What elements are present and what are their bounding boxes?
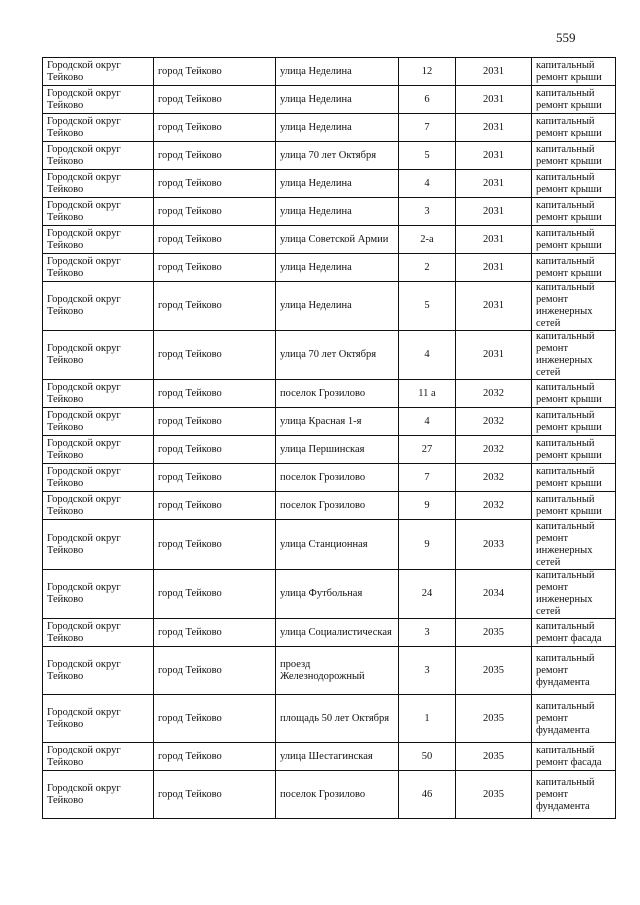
table-row	[43, 170, 616, 198]
house-number-cell: 24	[399, 570, 456, 619]
table-body	[43, 58, 616, 819]
table-row	[43, 331, 616, 380]
city-cell: город Тейково	[154, 58, 276, 86]
year-cell: 2031	[456, 282, 532, 331]
city-cell: город Тейково	[154, 743, 276, 771]
year-cell: 2032	[456, 492, 532, 520]
year-cell: 2035	[456, 743, 532, 771]
street-cell: проезд Железнодорожный	[276, 647, 399, 695]
year-cell: 2035	[456, 771, 532, 819]
district-cell: Городской округ Тейково	[43, 492, 154, 520]
year-cell: 2031	[456, 58, 532, 86]
district-cell: Городской округ Тейково	[43, 436, 154, 464]
year-cell: 2035	[456, 695, 532, 743]
work-type-cell: капитальный ремонт инженерных сетей	[532, 282, 616, 331]
house-number-cell: 6	[399, 86, 456, 114]
city-cell: город Тейково	[154, 198, 276, 226]
house-number-cell: 5	[399, 282, 456, 331]
street-cell: улица Социалистическая	[276, 619, 399, 647]
year-cell: 2035	[456, 619, 532, 647]
house-number-cell: 1	[399, 695, 456, 743]
city-cell: город Тейково	[154, 114, 276, 142]
table-row	[43, 58, 616, 86]
district-cell: Городской округ Тейково	[43, 86, 154, 114]
street-cell: поселок Грозилово	[276, 771, 399, 819]
year-cell: 2031	[456, 331, 532, 380]
city-cell: город Тейково	[154, 408, 276, 436]
work-type-cell: капитальный ремонт фундамента	[532, 647, 616, 695]
district-cell: Городской округ Тейково	[43, 170, 154, 198]
city-cell: город Тейково	[154, 142, 276, 170]
city-cell: город Тейково	[154, 436, 276, 464]
table-row	[43, 743, 616, 771]
table-row	[43, 254, 616, 282]
house-number-cell: 9	[399, 492, 456, 520]
city-cell: город Тейково	[154, 647, 276, 695]
work-type-cell: капитальный ремонт крыши	[532, 436, 616, 464]
street-cell: улица Неделина	[276, 86, 399, 114]
city-cell: город Тейково	[154, 226, 276, 254]
house-number-cell: 12	[399, 58, 456, 86]
city-cell: город Тейково	[154, 331, 276, 380]
house-number-cell: 9	[399, 520, 456, 570]
house-number-cell: 4	[399, 331, 456, 380]
work-type-cell: капитальный ремонт крыши	[532, 226, 616, 254]
year-cell: 2032	[456, 464, 532, 492]
work-type-cell: капитальный ремонт крыши	[532, 142, 616, 170]
repair-schedule-table	[42, 57, 616, 819]
table-row	[43, 570, 616, 619]
district-cell: Городской округ Тейково	[43, 58, 154, 86]
city-cell: город Тейково	[154, 464, 276, 492]
table-row	[43, 114, 616, 142]
city-cell: город Тейково	[154, 492, 276, 520]
work-type-cell: капитальный ремонт инженерных сетей	[532, 331, 616, 380]
work-type-cell: капитальный ремонт крыши	[532, 58, 616, 86]
street-cell: улица Неделина	[276, 254, 399, 282]
street-cell: улица Футбольная	[276, 570, 399, 619]
district-cell: Городской округ Тейково	[43, 114, 154, 142]
work-type-cell: капитальный ремонт инженерных сетей	[532, 520, 616, 570]
district-cell: Городской округ Тейково	[43, 771, 154, 819]
table-row	[43, 282, 616, 331]
street-cell: улица 70 лет Октября	[276, 331, 399, 380]
street-cell: улица Неделина	[276, 282, 399, 331]
street-cell: поселок Грозилово	[276, 492, 399, 520]
street-cell: улица Советской Армии	[276, 226, 399, 254]
table-row	[43, 771, 616, 819]
work-type-cell: капитальный ремонт крыши	[532, 114, 616, 142]
year-cell: 2031	[456, 86, 532, 114]
city-cell: город Тейково	[154, 86, 276, 114]
house-number-cell: 46	[399, 771, 456, 819]
city-cell: город Тейково	[154, 570, 276, 619]
table-row	[43, 198, 616, 226]
year-cell: 2033	[456, 520, 532, 570]
city-cell: город Тейково	[154, 170, 276, 198]
year-cell: 2031	[456, 170, 532, 198]
district-cell: Городской округ Тейково	[43, 142, 154, 170]
table-row	[43, 647, 616, 695]
year-cell: 2035	[456, 647, 532, 695]
table-row	[43, 86, 616, 114]
house-number-cell: 11 а	[399, 380, 456, 408]
street-cell: улица Першинская	[276, 436, 399, 464]
district-cell: Городской округ Тейково	[43, 282, 154, 331]
house-number-cell: 3	[399, 198, 456, 226]
work-type-cell: капитальный ремонт крыши	[532, 86, 616, 114]
house-number-cell: 7	[399, 464, 456, 492]
table-row	[43, 436, 616, 464]
table-row	[43, 380, 616, 408]
district-cell: Городской округ Тейково	[43, 570, 154, 619]
work-type-cell: капитальный ремонт крыши	[532, 170, 616, 198]
house-number-cell: 4	[399, 170, 456, 198]
table-row	[43, 464, 616, 492]
work-type-cell: капитальный ремонт крыши	[532, 254, 616, 282]
year-cell: 2034	[456, 570, 532, 619]
work-type-cell: капитальный ремонт фасада	[532, 619, 616, 647]
work-type-cell: капитальный ремонт фундамента	[532, 695, 616, 743]
district-cell: Городской округ Тейково	[43, 408, 154, 436]
street-cell: улица Неделина	[276, 58, 399, 86]
street-cell: улица Красная 1-я	[276, 408, 399, 436]
street-cell: улица Неделина	[276, 198, 399, 226]
city-cell: город Тейково	[154, 695, 276, 743]
year-cell: 2031	[456, 198, 532, 226]
work-type-cell: капитальный ремонт крыши	[532, 198, 616, 226]
district-cell: Городской округ Тейково	[43, 464, 154, 492]
table-row	[43, 408, 616, 436]
house-number-cell: 27	[399, 436, 456, 464]
table-row	[43, 492, 616, 520]
year-cell: 2031	[456, 226, 532, 254]
work-type-cell: капитальный ремонт фундамента	[532, 771, 616, 819]
house-number-cell: 3	[399, 647, 456, 695]
district-cell: Городской округ Тейково	[43, 743, 154, 771]
district-cell: Городской округ Тейково	[43, 619, 154, 647]
work-type-cell: капитальный ремонт крыши	[532, 492, 616, 520]
district-cell: Городской округ Тейково	[43, 198, 154, 226]
street-cell: улица Шестагинская	[276, 743, 399, 771]
city-cell: город Тейково	[154, 619, 276, 647]
house-number-cell: 2	[399, 254, 456, 282]
street-cell: улица Неделина	[276, 170, 399, 198]
district-cell: Городской округ Тейково	[43, 254, 154, 282]
year-cell: 2032	[456, 408, 532, 436]
table-row	[43, 226, 616, 254]
work-type-cell: капитальный ремонт крыши	[532, 464, 616, 492]
table-row	[43, 695, 616, 743]
city-cell: город Тейково	[154, 771, 276, 819]
city-cell: город Тейково	[154, 254, 276, 282]
year-cell: 2031	[456, 142, 532, 170]
table-row	[43, 520, 616, 570]
district-cell: Городской округ Тейково	[43, 695, 154, 743]
table-row	[43, 619, 616, 647]
district-cell: Городской округ Тейково	[43, 331, 154, 380]
house-number-cell: 2-а	[399, 226, 456, 254]
house-number-cell: 3	[399, 619, 456, 647]
district-cell: Городской округ Тейково	[43, 520, 154, 570]
street-cell: улица Неделина	[276, 114, 399, 142]
district-cell: Городской округ Тейково	[43, 380, 154, 408]
street-cell: улица 70 лет Октября	[276, 142, 399, 170]
house-number-cell: 5	[399, 142, 456, 170]
district-cell: Городской округ Тейково	[43, 226, 154, 254]
year-cell: 2031	[456, 254, 532, 282]
house-number-cell: 50	[399, 743, 456, 771]
work-type-cell: капитальный ремонт инженерных сетей	[532, 570, 616, 619]
city-cell: город Тейково	[154, 520, 276, 570]
work-type-cell: капитальный ремонт крыши	[532, 380, 616, 408]
street-cell: улица Станционная	[276, 520, 399, 570]
table-row	[43, 142, 616, 170]
year-cell: 2032	[456, 380, 532, 408]
work-type-cell: капитальный ремонт крыши	[532, 408, 616, 436]
house-number-cell: 7	[399, 114, 456, 142]
house-number-cell: 4	[399, 408, 456, 436]
year-cell: 2031	[456, 114, 532, 142]
city-cell: город Тейково	[154, 282, 276, 331]
street-cell: поселок Грозилово	[276, 464, 399, 492]
city-cell: город Тейково	[154, 380, 276, 408]
year-cell: 2032	[456, 436, 532, 464]
page-number: 559	[556, 30, 576, 45]
street-cell: площадь 50 лет Октября	[276, 695, 399, 743]
district-cell: Городской округ Тейково	[43, 647, 154, 695]
work-type-cell: капитальный ремонт фасада	[532, 743, 616, 771]
street-cell: поселок Грозилово	[276, 380, 399, 408]
